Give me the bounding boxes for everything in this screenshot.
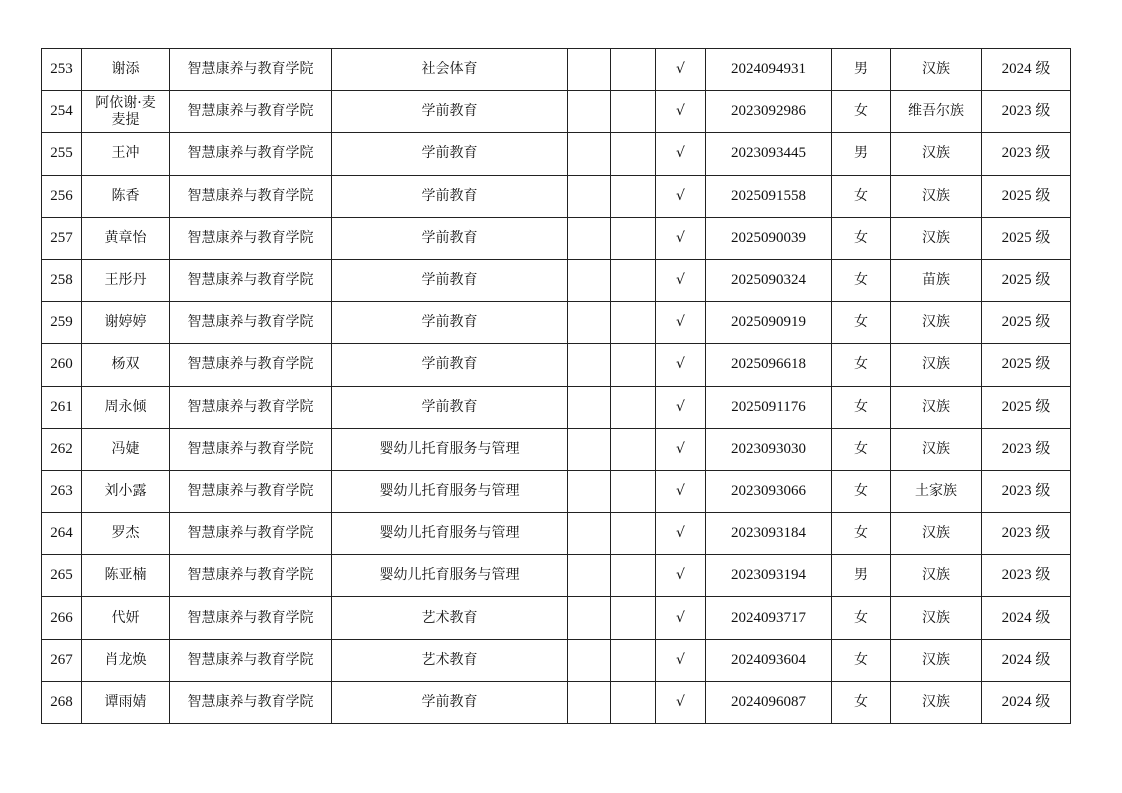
blank-cell-a <box>568 513 611 555</box>
table-row <box>42 597 1071 639</box>
table-row <box>42 681 1071 723</box>
gender-cell: 男 <box>832 555 891 597</box>
gender-cell: 女 <box>832 681 891 723</box>
college-cell: 智慧康养与教育学院 <box>170 597 332 639</box>
blank-cell-b <box>611 555 656 597</box>
check-mark-cell: √ <box>656 49 706 91</box>
ethnicity-cell: 汉族 <box>891 513 982 555</box>
grade-cell: 2025 级 <box>982 344 1071 386</box>
name-cell: 刘小露 <box>82 470 170 512</box>
student-id-cell: 2025090039 <box>706 217 832 259</box>
grade-cell: 2025 级 <box>982 386 1071 428</box>
ethnicity-cell: 汉族 <box>891 217 982 259</box>
row-number-cell: 265 <box>42 555 82 597</box>
college-cell: 智慧康养与教育学院 <box>170 91 332 133</box>
row-number-cell: 266 <box>42 597 82 639</box>
student-id-cell: 2025091558 <box>706 175 832 217</box>
ethnicity-cell: 汉族 <box>891 133 982 175</box>
name-cell: 谢婷婷 <box>82 302 170 344</box>
name-cell: 谭雨婧 <box>82 681 170 723</box>
table-row <box>42 639 1071 681</box>
blank-cell-b <box>611 513 656 555</box>
name-cell: 陈亚楠 <box>82 555 170 597</box>
check-mark-cell: √ <box>656 344 706 386</box>
ethnicity-cell: 汉族 <box>891 302 982 344</box>
blank-cell-a <box>568 259 611 301</box>
college-cell: 智慧康养与教育学院 <box>170 302 332 344</box>
name-cell: 王彤丹 <box>82 259 170 301</box>
gender-cell: 女 <box>832 91 891 133</box>
row-number-cell: 254 <box>42 91 82 133</box>
grade-cell: 2024 级 <box>982 639 1071 681</box>
college-cell: 智慧康养与教育学院 <box>170 259 332 301</box>
blank-cell-a <box>568 681 611 723</box>
table-row <box>42 49 1071 91</box>
row-number-cell: 255 <box>42 133 82 175</box>
ethnicity-cell: 汉族 <box>891 681 982 723</box>
row-number-cell: 263 <box>42 470 82 512</box>
row-number-cell: 262 <box>42 428 82 470</box>
ethnicity-cell: 维吾尔族 <box>891 91 982 133</box>
college-cell: 智慧康养与教育学院 <box>170 639 332 681</box>
gender-cell: 男 <box>832 49 891 91</box>
table-row <box>42 344 1071 386</box>
gender-cell: 男 <box>832 133 891 175</box>
grade-cell: 2024 级 <box>982 49 1071 91</box>
check-mark-cell: √ <box>656 217 706 259</box>
blank-cell-a <box>568 470 611 512</box>
college-cell: 智慧康养与教育学院 <box>170 386 332 428</box>
check-mark-cell: √ <box>656 639 706 681</box>
table-row <box>42 555 1071 597</box>
ethnicity-cell: 汉族 <box>891 386 982 428</box>
student-id-cell: 2023093066 <box>706 470 832 512</box>
major-cell: 学前教育 <box>332 259 568 301</box>
grade-cell: 2024 级 <box>982 681 1071 723</box>
table-row <box>42 91 1071 133</box>
student-id-cell: 2023093194 <box>706 555 832 597</box>
student-list-table <box>41 48 1071 724</box>
blank-cell-a <box>568 217 611 259</box>
row-number-cell: 256 <box>42 175 82 217</box>
student-id-cell: 2025090919 <box>706 302 832 344</box>
major-cell: 学前教育 <box>332 91 568 133</box>
gender-cell: 女 <box>832 639 891 681</box>
name-cell: 阿依谢·麦麦提 <box>82 91 170 133</box>
grade-cell: 2023 级 <box>982 513 1071 555</box>
college-cell: 智慧康养与教育学院 <box>170 217 332 259</box>
table-row <box>42 386 1071 428</box>
blank-cell-a <box>568 428 611 470</box>
blank-cell-b <box>611 681 656 723</box>
row-number-cell: 264 <box>42 513 82 555</box>
student-id-cell: 2023093445 <box>706 133 832 175</box>
gender-cell: 女 <box>832 597 891 639</box>
blank-cell-a <box>568 597 611 639</box>
blank-cell-b <box>611 91 656 133</box>
blank-cell-b <box>611 386 656 428</box>
row-number-cell: 259 <box>42 302 82 344</box>
name-cell: 周永倾 <box>82 386 170 428</box>
blank-cell-a <box>568 344 611 386</box>
gender-cell: 女 <box>832 513 891 555</box>
college-cell: 智慧康养与教育学院 <box>170 344 332 386</box>
major-cell: 婴幼儿托育服务与管理 <box>332 555 568 597</box>
student-id-cell: 2023093184 <box>706 513 832 555</box>
row-number-cell: 253 <box>42 49 82 91</box>
blank-cell-a <box>568 302 611 344</box>
major-cell: 学前教育 <box>332 133 568 175</box>
major-cell: 学前教育 <box>332 681 568 723</box>
name-cell: 肖龙焕 <box>82 639 170 681</box>
name-cell: 王冲 <box>82 133 170 175</box>
major-cell: 社会体育 <box>332 49 568 91</box>
check-mark-cell: √ <box>656 681 706 723</box>
ethnicity-cell: 苗族 <box>891 259 982 301</box>
row-number-cell: 257 <box>42 217 82 259</box>
major-cell: 艺术教育 <box>332 597 568 639</box>
blank-cell-b <box>611 217 656 259</box>
college-cell: 智慧康养与教育学院 <box>170 175 332 217</box>
gender-cell: 女 <box>832 217 891 259</box>
grade-cell: 2024 级 <box>982 597 1071 639</box>
check-mark-cell: √ <box>656 470 706 512</box>
student-id-cell: 2024093604 <box>706 639 832 681</box>
blank-cell-a <box>568 386 611 428</box>
name-cell: 陈香 <box>82 175 170 217</box>
ethnicity-cell: 汉族 <box>891 428 982 470</box>
grade-cell: 2023 级 <box>982 428 1071 470</box>
grade-cell: 2025 级 <box>982 175 1071 217</box>
blank-cell-b <box>611 49 656 91</box>
gender-cell: 女 <box>832 302 891 344</box>
grade-cell: 2023 级 <box>982 555 1071 597</box>
college-cell: 智慧康养与教育学院 <box>170 513 332 555</box>
grade-cell: 2025 级 <box>982 259 1071 301</box>
grade-cell: 2023 级 <box>982 91 1071 133</box>
table-row <box>42 259 1071 301</box>
student-id-cell: 2023092986 <box>706 91 832 133</box>
table-row <box>42 217 1071 259</box>
major-cell: 艺术教育 <box>332 639 568 681</box>
blank-cell-b <box>611 470 656 512</box>
ethnicity-cell: 汉族 <box>891 344 982 386</box>
blank-cell-b <box>611 344 656 386</box>
table-row <box>42 470 1071 512</box>
major-cell: 婴幼儿托育服务与管理 <box>332 470 568 512</box>
table-row <box>42 513 1071 555</box>
gender-cell: 女 <box>832 175 891 217</box>
name-cell: 罗杰 <box>82 513 170 555</box>
major-cell: 学前教育 <box>332 344 568 386</box>
major-cell: 学前教育 <box>332 302 568 344</box>
blank-cell-b <box>611 302 656 344</box>
blank-cell-a <box>568 555 611 597</box>
college-cell: 智慧康养与教育学院 <box>170 428 332 470</box>
ethnicity-cell: 汉族 <box>891 555 982 597</box>
major-cell: 学前教育 <box>332 175 568 217</box>
grade-cell: 2023 级 <box>982 133 1071 175</box>
row-number-cell: 268 <box>42 681 82 723</box>
name-cell: 谢添 <box>82 49 170 91</box>
check-mark-cell: √ <box>656 513 706 555</box>
check-mark-cell: √ <box>656 555 706 597</box>
grade-cell: 2025 级 <box>982 302 1071 344</box>
ethnicity-cell: 汉族 <box>891 175 982 217</box>
ethnicity-cell: 土家族 <box>891 470 982 512</box>
row-number-cell: 267 <box>42 639 82 681</box>
grade-cell: 2025 级 <box>982 217 1071 259</box>
blank-cell-a <box>568 49 611 91</box>
check-mark-cell: √ <box>656 133 706 175</box>
check-mark-cell: √ <box>656 597 706 639</box>
table-body <box>42 49 1071 724</box>
college-cell: 智慧康养与教育学院 <box>170 133 332 175</box>
blank-cell-a <box>568 91 611 133</box>
gender-cell: 女 <box>832 428 891 470</box>
name-cell: 黄章怡 <box>82 217 170 259</box>
table-row <box>42 133 1071 175</box>
row-number-cell: 261 <box>42 386 82 428</box>
student-id-cell: 2024093717 <box>706 597 832 639</box>
blank-cell-a <box>568 175 611 217</box>
student-id-cell: 2025096618 <box>706 344 832 386</box>
ethnicity-cell: 汉族 <box>891 639 982 681</box>
student-id-cell: 2025091176 <box>706 386 832 428</box>
blank-cell-b <box>611 639 656 681</box>
student-id-cell: 2024094931 <box>706 49 832 91</box>
check-mark-cell: √ <box>656 259 706 301</box>
college-cell: 智慧康养与教育学院 <box>170 49 332 91</box>
college-cell: 智慧康养与教育学院 <box>170 555 332 597</box>
check-mark-cell: √ <box>656 428 706 470</box>
check-mark-cell: √ <box>656 386 706 428</box>
table-row <box>42 428 1071 470</box>
blank-cell-b <box>611 133 656 175</box>
name-cell: 代妍 <box>82 597 170 639</box>
blank-cell-b <box>611 428 656 470</box>
gender-cell: 女 <box>832 386 891 428</box>
student-id-cell: 2025090324 <box>706 259 832 301</box>
college-cell: 智慧康养与教育学院 <box>170 681 332 723</box>
blank-cell-b <box>611 597 656 639</box>
gender-cell: 女 <box>832 344 891 386</box>
name-cell: 杨双 <box>82 344 170 386</box>
blank-cell-b <box>611 175 656 217</box>
major-cell: 学前教育 <box>332 217 568 259</box>
check-mark-cell: √ <box>656 91 706 133</box>
blank-cell-a <box>568 639 611 681</box>
major-cell: 婴幼儿托育服务与管理 <box>332 513 568 555</box>
name-cell: 冯婕 <box>82 428 170 470</box>
student-id-cell: 2024096087 <box>706 681 832 723</box>
row-number-cell: 258 <box>42 259 82 301</box>
student-id-cell: 2023093030 <box>706 428 832 470</box>
gender-cell: 女 <box>832 259 891 301</box>
college-cell: 智慧康养与教育学院 <box>170 470 332 512</box>
ethnicity-cell: 汉族 <box>891 597 982 639</box>
gender-cell: 女 <box>832 470 891 512</box>
table-row <box>42 175 1071 217</box>
blank-cell-b <box>611 259 656 301</box>
major-cell: 婴幼儿托育服务与管理 <box>332 428 568 470</box>
ethnicity-cell: 汉族 <box>891 49 982 91</box>
check-mark-cell: √ <box>656 175 706 217</box>
row-number-cell: 260 <box>42 344 82 386</box>
table-row <box>42 302 1071 344</box>
blank-cell-a <box>568 133 611 175</box>
check-mark-cell: √ <box>656 302 706 344</box>
major-cell: 学前教育 <box>332 386 568 428</box>
grade-cell: 2023 级 <box>982 470 1071 512</box>
